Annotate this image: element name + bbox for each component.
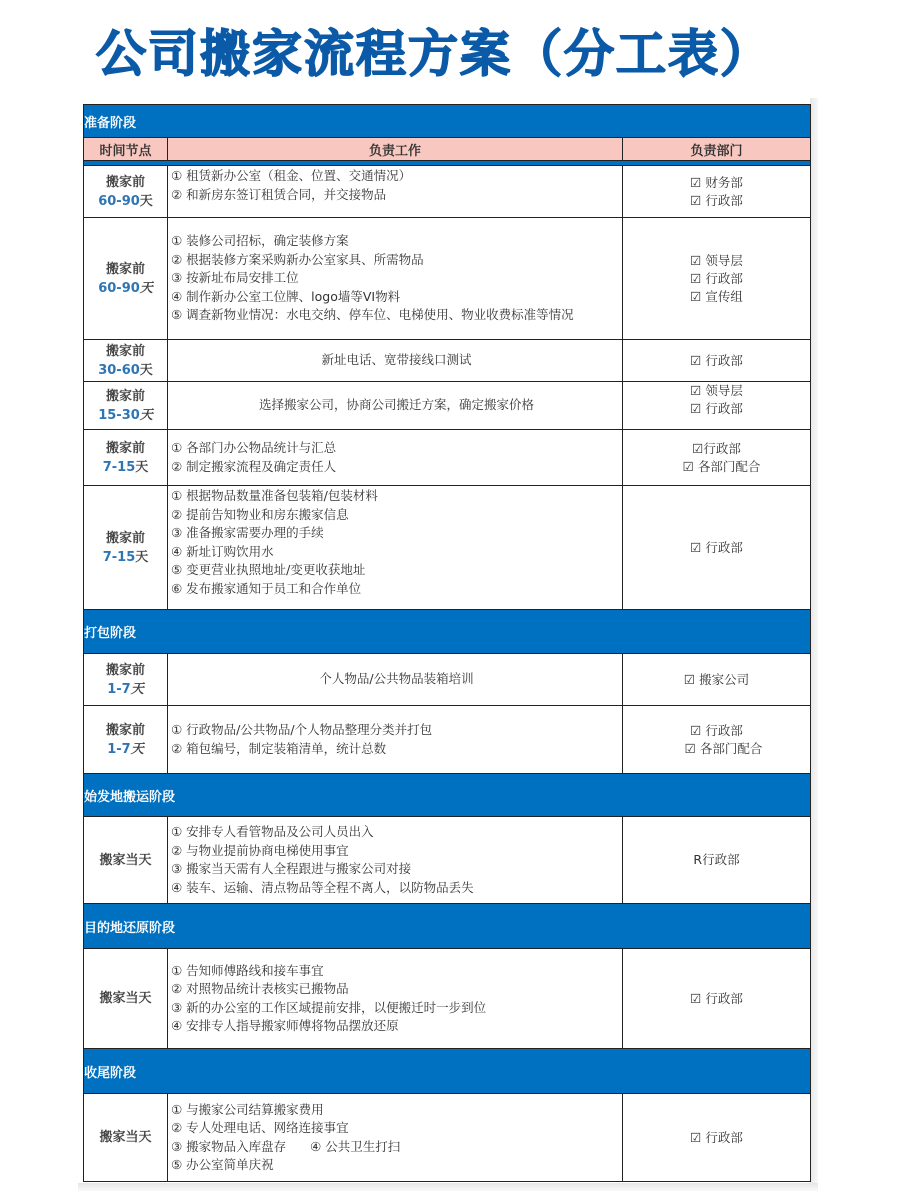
time-prefix: 搬家前: [105, 261, 145, 277]
work-item: ② 箱包编号，制定装箱清单，统计总数: [171, 740, 387, 756]
time-range: 15-30: [98, 407, 140, 423]
work-item: ① 行政物品/公共物品/个人物品整理分类并打包: [171, 722, 433, 737]
time-range: 1-7: [107, 741, 131, 757]
time-label: 搬家当天: [99, 991, 152, 1006]
work-item: ④ 装车、运输、清点物品等全程不离人，以防物品丢失: [171, 879, 474, 895]
time-unit: 天: [135, 459, 149, 475]
time-cell: [84, 218, 168, 340]
dept-cell: [623, 382, 811, 430]
column-header-work: 负责工作: [168, 138, 623, 161]
table-row: [84, 817, 811, 904]
time-unit: 天: [139, 362, 153, 378]
time-unit: 天: [130, 681, 144, 697]
work-cell: [168, 382, 623, 430]
dept-checkbox-leadership[interactable]: ☑ 领导层: [690, 252, 743, 268]
division-of-labor-table: [83, 104, 811, 1182]
time-cell: [84, 654, 168, 706]
work-item: ② 制定搬家流程及确定责任人: [171, 458, 337, 474]
stage-header-preparation: [84, 105, 811, 138]
table-shadow-right: [810, 98, 818, 1190]
work-item: ⑥ 发布搬家通知于员工和合作单位: [171, 580, 362, 596]
work-cell: [168, 166, 623, 218]
work-item: ① 安排专人看管物品及公司人员出入: [171, 824, 374, 839]
work-cell: [168, 949, 623, 1049]
stage-title: 收尾阶段: [84, 1049, 811, 1094]
time-range: 60-90: [98, 193, 140, 209]
work-item: ④ 安排专人指导搬家师傅将物品摆放还原: [171, 1018, 399, 1033]
work-cell: [168, 218, 623, 340]
stage-title: 始发地搬运阶段: [84, 774, 811, 817]
table-shadow-bottom: [78, 1183, 818, 1191]
dept-cell: [623, 486, 811, 610]
time-cell: [84, 817, 168, 904]
time-unit: 天: [139, 407, 153, 423]
stage-header-origin-moving: [84, 774, 811, 817]
time-prefix: 搬家前: [105, 388, 145, 404]
dept-cell: [623, 166, 811, 218]
time-prefix: 搬家前: [105, 662, 145, 678]
work-cell: [168, 1094, 623, 1182]
time-unit: 天: [135, 549, 149, 565]
table-row: [84, 654, 811, 706]
dept-cell: [623, 430, 811, 486]
table-row: [84, 382, 811, 430]
work-item: ⑤ 变更营业执照地址/变更收获地址: [171, 562, 366, 577]
dept-checkbox-leadership[interactable]: ☑ 领导层: [690, 383, 743, 398]
dept-cell: [623, 706, 811, 774]
work-item: ① 与搬家公司结算搬家费用: [171, 1101, 324, 1117]
stage-header-wrap-up: [84, 1049, 811, 1094]
work-cell: [168, 654, 623, 706]
dept-cell: [623, 949, 811, 1049]
work-item: ⑤ 调查新物业情况：水电交纳、停车位、电梯使用、物业收费标准等情况: [171, 307, 574, 323]
dept-cell: [623, 340, 811, 382]
time-unit: 天: [139, 280, 153, 296]
column-header-dept: 负责部门: [623, 138, 811, 161]
table-row: [84, 486, 811, 610]
page-title: 公司搬家流程方案（分工表）: [96, 25, 772, 83]
work-item: ⑤ 办公室简单庆祝: [171, 1157, 274, 1172]
dept-checkbox-admin[interactable]: ☑行政部: [692, 440, 741, 456]
dept-checkbox-admin[interactable]: ☑ 行政部: [690, 722, 743, 738]
column-header-row: [84, 138, 811, 161]
stage-title: 准备阶段: [84, 105, 811, 138]
table-row: [84, 218, 811, 340]
dept-checkbox-publicity[interactable]: ☑ 宣传组: [690, 288, 743, 304]
dept-checkbox-all-departments[interactable]: ☑ 各部门配合: [682, 458, 761, 474]
table-row: [84, 949, 811, 1049]
time-range: 7-15: [102, 549, 136, 565]
work-item: ① 告知师傅路线和接车事宜: [171, 962, 324, 978]
stage-title: 打包阶段: [84, 610, 811, 654]
time-cell: [84, 430, 168, 486]
work-item: ③ 新的办公室的工作区域提前安排，以便搬迁时一步到位: [171, 999, 487, 1015]
table-row: [84, 166, 811, 218]
work-item: ① 根据物品数量准备包装箱/包装材料: [171, 488, 378, 503]
time-cell: [84, 382, 168, 430]
stage-title: 目的地还原阶段: [84, 904, 811, 949]
dept-checkbox-admin[interactable]: ☑ 行政部: [690, 270, 743, 286]
time-prefix: 搬家前: [105, 722, 145, 738]
work-item: ② 专人处理电话、网络连接事宜: [171, 1120, 349, 1135]
time-prefix: 搬家前: [105, 174, 145, 190]
work-item: ② 与物业提前协商电梯使用事宜: [171, 842, 349, 858]
work-item: 新址电话、宽带接线口测试: [321, 352, 472, 368]
dept-checkbox-admin[interactable]: ☑ 行政部: [690, 539, 743, 555]
table-row: [84, 340, 811, 382]
time-range: 30-60: [98, 362, 140, 378]
stage-header-packing: [84, 610, 811, 654]
time-prefix: 搬家前: [105, 440, 145, 456]
time-cell: [84, 486, 168, 610]
work-item: ② 和新房东签订租赁合同，并交接物品: [171, 186, 387, 202]
table-row: [84, 706, 811, 774]
work-item: ② 对照物品统计表核实已搬物品: [171, 981, 349, 996]
table-row: [84, 1094, 811, 1182]
time-unit: 天: [130, 741, 144, 757]
work-item: 个人物品/公共物品装箱培训: [319, 671, 474, 687]
time-cell: [84, 166, 168, 218]
work-item: ② 提前告知物业和房东搬家信息: [171, 506, 349, 522]
dept-checkbox-admin[interactable]: ☑ 行政部: [690, 192, 743, 208]
dept-cell: [623, 654, 811, 706]
time-cell: [84, 949, 168, 1049]
time-unit: 天: [139, 193, 153, 209]
work-item: ③ 搬家物品入库盘存 ④ 公共卫生打扫: [171, 1138, 401, 1154]
column-header-time: 时间节点: [84, 138, 168, 161]
dept-checkbox-admin[interactable]: ☑ 行政部: [690, 401, 743, 416]
work-item: ③ 准备搬家需要办理的手续: [171, 525, 324, 540]
work-cell: [168, 706, 623, 774]
time-cell: [84, 340, 168, 382]
stage-header-destination-restore: [84, 904, 811, 949]
time-prefix: 搬家前: [105, 530, 145, 546]
work-item: ② 根据装修方案采购新办公室家具、所需物品: [171, 251, 424, 267]
table-row: [84, 430, 811, 486]
time-range: 1-7: [107, 681, 131, 697]
work-item: ① 装修公司招标，确定装修方案: [171, 233, 349, 249]
time-label: 搬家当天: [99, 1130, 152, 1145]
dept-cell: [623, 1094, 811, 1182]
time-label: 搬家当天: [99, 852, 152, 868]
work-cell: [168, 817, 623, 904]
work-item: 选择搬家公司，协商公司搬迁方案，确定搬家价格: [258, 397, 534, 413]
dept-cell: [623, 218, 811, 340]
work-cell: [168, 340, 623, 382]
time-range: 60-90: [98, 280, 140, 296]
work-item: ③ 搬家当天需有人全程跟进与搬家公司对接: [171, 861, 412, 876]
work-cell: [168, 430, 623, 486]
dept-checkbox-admin[interactable]: R行政部: [693, 852, 740, 867]
time-prefix: 搬家前: [105, 343, 145, 359]
dept-checkbox-moving-company[interactable]: ☑ 搬家公司: [683, 671, 750, 687]
dept-checkbox-finance[interactable]: ☑ 财务部: [690, 174, 743, 190]
work-item: ③ 按新址布局安排工位: [171, 270, 299, 286]
work-item: ④ 新址订购饮用水: [171, 543, 274, 559]
dept-checkbox-admin[interactable]: ☑ 行政部: [690, 1129, 743, 1145]
work-item: ④ 制作新办公室工位牌、logo墙等VI物料: [171, 288, 401, 304]
dept-checkbox-admin[interactable]: ☑ 行政部: [690, 352, 743, 368]
work-item: ① 各部门办公物品统计与汇总: [171, 440, 337, 455]
dept-checkbox-all-departments[interactable]: ☑ 各部门配合: [684, 740, 763, 756]
work-item: ① 租赁新办公室（租金、位置、交通情况）: [171, 168, 412, 183]
dept-checkbox-admin[interactable]: ☑ 行政部: [690, 990, 743, 1006]
work-cell: [168, 486, 623, 610]
time-cell: [84, 706, 168, 774]
dept-cell: [623, 817, 811, 904]
time-cell: [84, 1094, 168, 1182]
time-range: 7-15: [102, 459, 136, 475]
